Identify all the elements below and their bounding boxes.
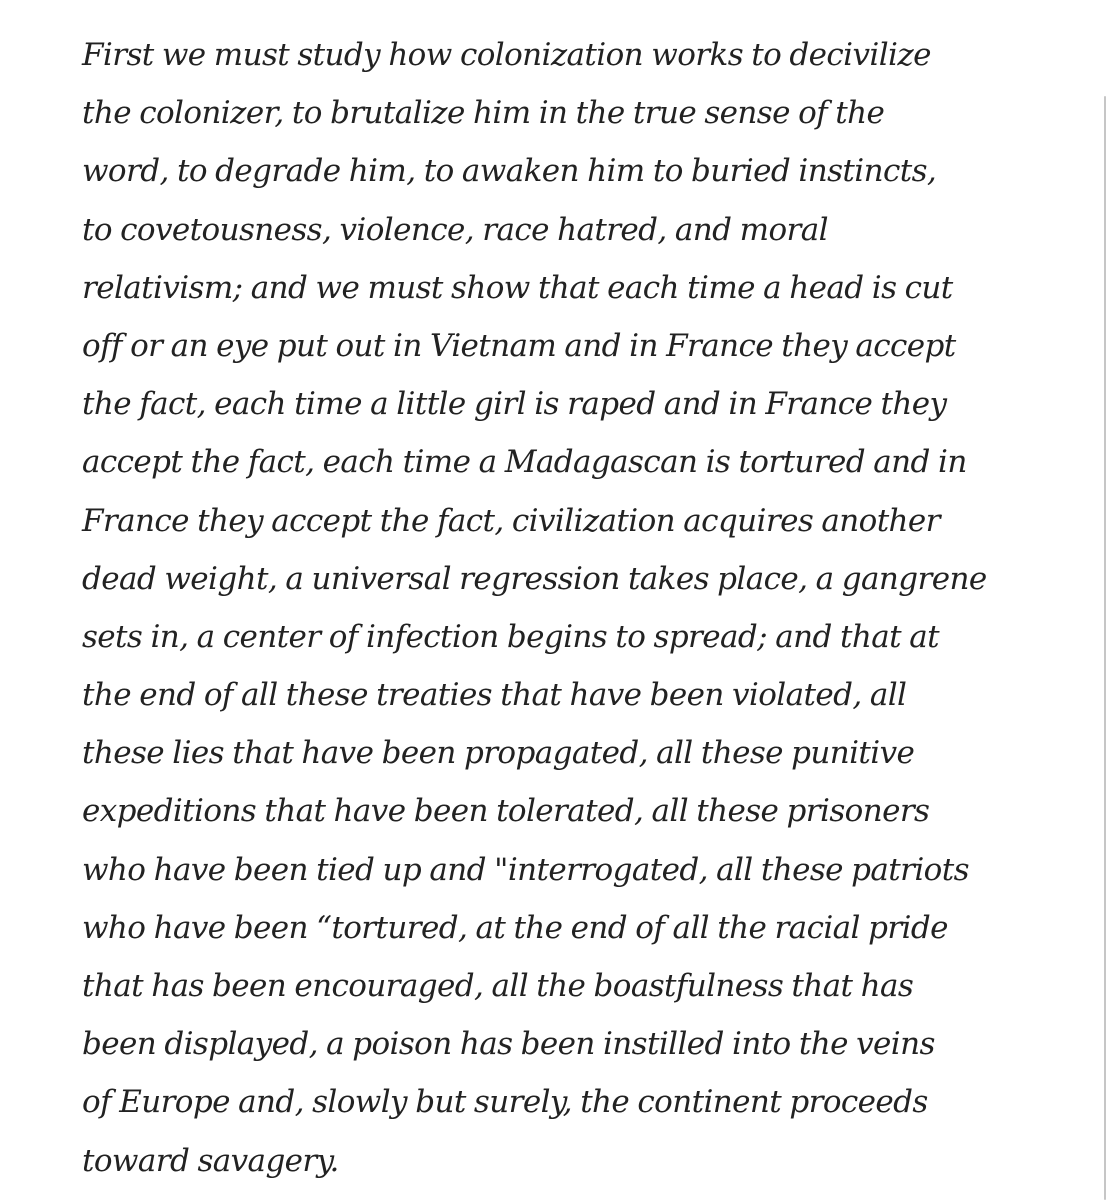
text-line: France they accept the fact, civilization acquires another <box>82 502 940 539</box>
text-line: First we must study how colonization works to decivilize <box>82 37 931 73</box>
text-line: that has been encouraged, all the boastfulness that has <box>82 968 914 1004</box>
text-line: word, to degrade him, to awaken him to buried instincts, <box>82 153 937 190</box>
text-line: sets in, a center of infection begins to spread; and that at <box>82 618 939 655</box>
text-line: toward savagery. <box>82 1142 339 1179</box>
text-line: accept the fact, each time a Madagascan is tortured and in <box>82 444 967 481</box>
vertical-scrollbar[interactable] <box>1099 0 1112 1200</box>
text-line: these lies that have been propagated, all these punitive <box>82 735 915 772</box>
text-line: dead weight, a universal regression takes place, a gangrene <box>82 560 987 597</box>
text-line: of Europe and, slowly but surely, the continent proceeds <box>82 1084 928 1121</box>
text-line: who have been “tortured, at the end of all the racial pride <box>82 909 948 946</box>
text-line: been displayed, a poison has been instilled into the veins <box>82 1026 935 1063</box>
text-line: off or an eye put out in Vietnam and in France they accept <box>82 327 956 364</box>
text-line: relativism; and we must show that each time a head is cut <box>82 269 953 306</box>
text-line: the end of all these treaties that have been violated, all <box>82 677 907 714</box>
quote-paragraph <box>82 26 1082 1190</box>
text-line: the fact, each time a little girl is raped and in France they <box>82 386 947 423</box>
scrollbar-thumb[interactable] <box>1104 96 1106 1200</box>
text-line: the colonizer, to brutalize him in the true sense of the <box>82 95 885 132</box>
text-line: to covetousness, violence, race hatred, and moral <box>82 211 828 248</box>
text-line: who have been tied up and "interrogated, all these patriots <box>82 851 969 888</box>
text-line: expeditions that have been tolerated, all these prisoners <box>82 793 930 830</box>
